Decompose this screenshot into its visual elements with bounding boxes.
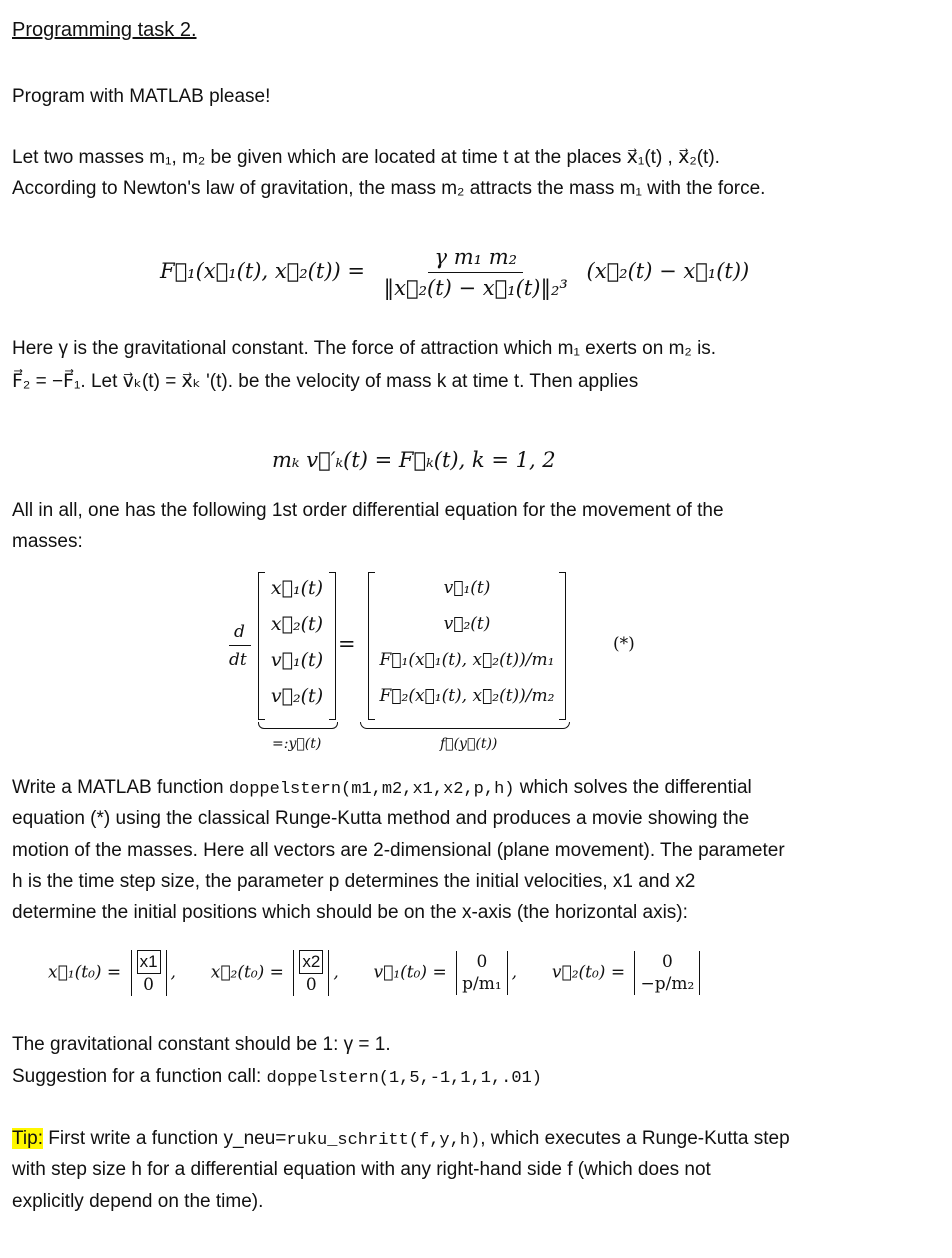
ode-d: d — [234, 622, 245, 642]
para2-line2: F⃗₂ = −F⃗₁. Let v⃗ₖ(t) = x⃗ₖ '(t). be the velocity of mass k at time t. Then applies — [12, 371, 639, 392]
v2-initial-top: 0 — [661, 952, 673, 972]
v1-initial-lhs: v⃗₁(t₀) = — [373, 962, 447, 983]
x1-initial-lhs: x⃗₁(t₀) = — [48, 962, 122, 983]
para3-line1: All in all, one has the following 1st order differential equation for the movement of the — [12, 500, 724, 521]
tip-label: Tip: — [12, 1128, 43, 1149]
para4-line4: h is the time step size, the parameter p determines the initial velocities, x1 and x2 — [12, 871, 696, 892]
para4-line1 — [12, 776, 752, 802]
force-eq-lhs: F⃗₁(x⃗₁(t), x⃗₂(t)) = — [160, 259, 365, 283]
v2-initial-lhs: v⃗₂(t₀) = — [551, 962, 626, 983]
x1-separator: , — [170, 962, 176, 983]
ode-dt: dt — [229, 650, 247, 670]
ode-left-entry: x⃗₁(t) — [270, 577, 324, 599]
force-eq-denominator: ‖x⃗₂(t) − x⃗₁(t)‖₂³ — [383, 276, 568, 300]
v2-initial-bottom: −p/m₂ — [640, 974, 695, 994]
para1-line2: According to Newton's law of gravitation, the mass m₂ attracts the mass m₁ with the force. — [12, 178, 766, 199]
para5-line2 — [12, 1065, 542, 1091]
ode-left-entry: v⃗₂(t) — [270, 685, 324, 707]
v1-initial-vector — [456, 951, 508, 995]
para4-text-b: which solves the differential — [514, 777, 752, 798]
force-eq-numerator: γ m₁ m₂ — [428, 245, 523, 273]
x1-initial-top: x1 — [137, 950, 161, 974]
para4-line2: equation (*) using the classical Runge-Kutta method and produces a movie showing the — [12, 808, 750, 829]
ode-right-entry: v⃗₂(t) — [443, 614, 491, 634]
x1-initial-bottom: 0 — [143, 975, 154, 995]
tip-code: ruku_schritt(f,y,h) — [286, 1131, 481, 1150]
initial-conditions — [48, 950, 704, 996]
tip-line3: explicitly depend on the time). — [12, 1191, 264, 1212]
ode-left-vector — [262, 570, 332, 714]
ode-equals: = — [338, 632, 356, 656]
ode-right-entry: F⃗₁(x⃗₁(t), x⃗₂(t))/m₁ — [379, 650, 555, 670]
para5-line1: The gravitational constant should be 1: γ = 1. — [12, 1034, 391, 1055]
ode-left-label: =:y⃗(t) — [272, 736, 322, 752]
ode-frac-bar — [229, 645, 251, 646]
para4-text-a: Write a MATLAB function — [12, 777, 229, 798]
v2-initial-vector — [634, 951, 700, 995]
para1-line1: Let two masses m₁, m₂ be given which are located at time t at the places x⃗₁(t) , x⃗₂(t). — [12, 147, 720, 168]
ode-right-label: f⃗(y⃗(t)) — [440, 736, 498, 752]
function-signature-code: doppelstern(m1,m2,x1,x2,p,h) — [228, 780, 515, 799]
x2-separator: , — [333, 962, 339, 983]
v1-initial-bottom: p/m₁ — [462, 974, 502, 994]
ode-right-underbrace — [360, 722, 570, 729]
ode-right-entry: F⃗₂(x⃗₁(t), x⃗₂(t))/m₂ — [379, 686, 555, 706]
ode-left-entry: x⃗₂(t) — [270, 613, 324, 635]
x2-initial-bottom: 0 — [305, 975, 317, 995]
v1-separator: , — [511, 962, 518, 983]
para4-line5: determine the initial positions which should be on the x-axis (the horizontal axis): — [12, 902, 688, 923]
para3-line2: masses: — [12, 531, 83, 552]
force-eq-rhs: (x⃗₂(t) − x⃗₁(t)) — [586, 259, 750, 283]
ode-right-entry: v⃗₁(t) — [443, 578, 491, 598]
intro-text: Program with MATLAB please! — [12, 86, 271, 107]
tip-text-a: First write a function y_neu= — [42, 1128, 287, 1149]
v1-initial-top: 0 — [476, 952, 488, 972]
x2-initial-top: x2 — [299, 950, 323, 974]
x2-initial-lhs: x⃗₂(t₀) = — [210, 962, 284, 983]
tip-text-b: , which executes a Runge-Kutta step — [480, 1128, 790, 1149]
para2-line1: Here γ is the gravitational constant. The force of attraction which m₁ exerts on m₂ is. — [12, 338, 717, 359]
suggestion-text: Suggestion for a function call: — [12, 1066, 267, 1087]
ode-left-underbrace — [258, 722, 338, 729]
suggestion-code: doppelstern(1,5,-1,1,1,.01) — [266, 1069, 542, 1088]
x1-initial-vector — [131, 950, 167, 996]
ode-tag: (*) — [613, 634, 635, 654]
ode-right-vector — [372, 570, 562, 714]
x2-initial-vector — [293, 950, 329, 996]
ode-left-entry: v⃗₁(t) — [270, 649, 324, 671]
tip-line1 — [12, 1127, 790, 1153]
page-title: Programming task 2. — [12, 19, 197, 41]
newton-equation: mₖ v⃗′ₖ(t) = F⃗ₖ(t), k = 1, 2 — [272, 448, 556, 472]
tip-line2: with step size h for a differential equation with any right-hand side f (which does not — [12, 1159, 711, 1180]
para4-line3: motion of the masses. Here all vectors are 2-dimensional (plane movement). The parameter — [12, 840, 785, 861]
